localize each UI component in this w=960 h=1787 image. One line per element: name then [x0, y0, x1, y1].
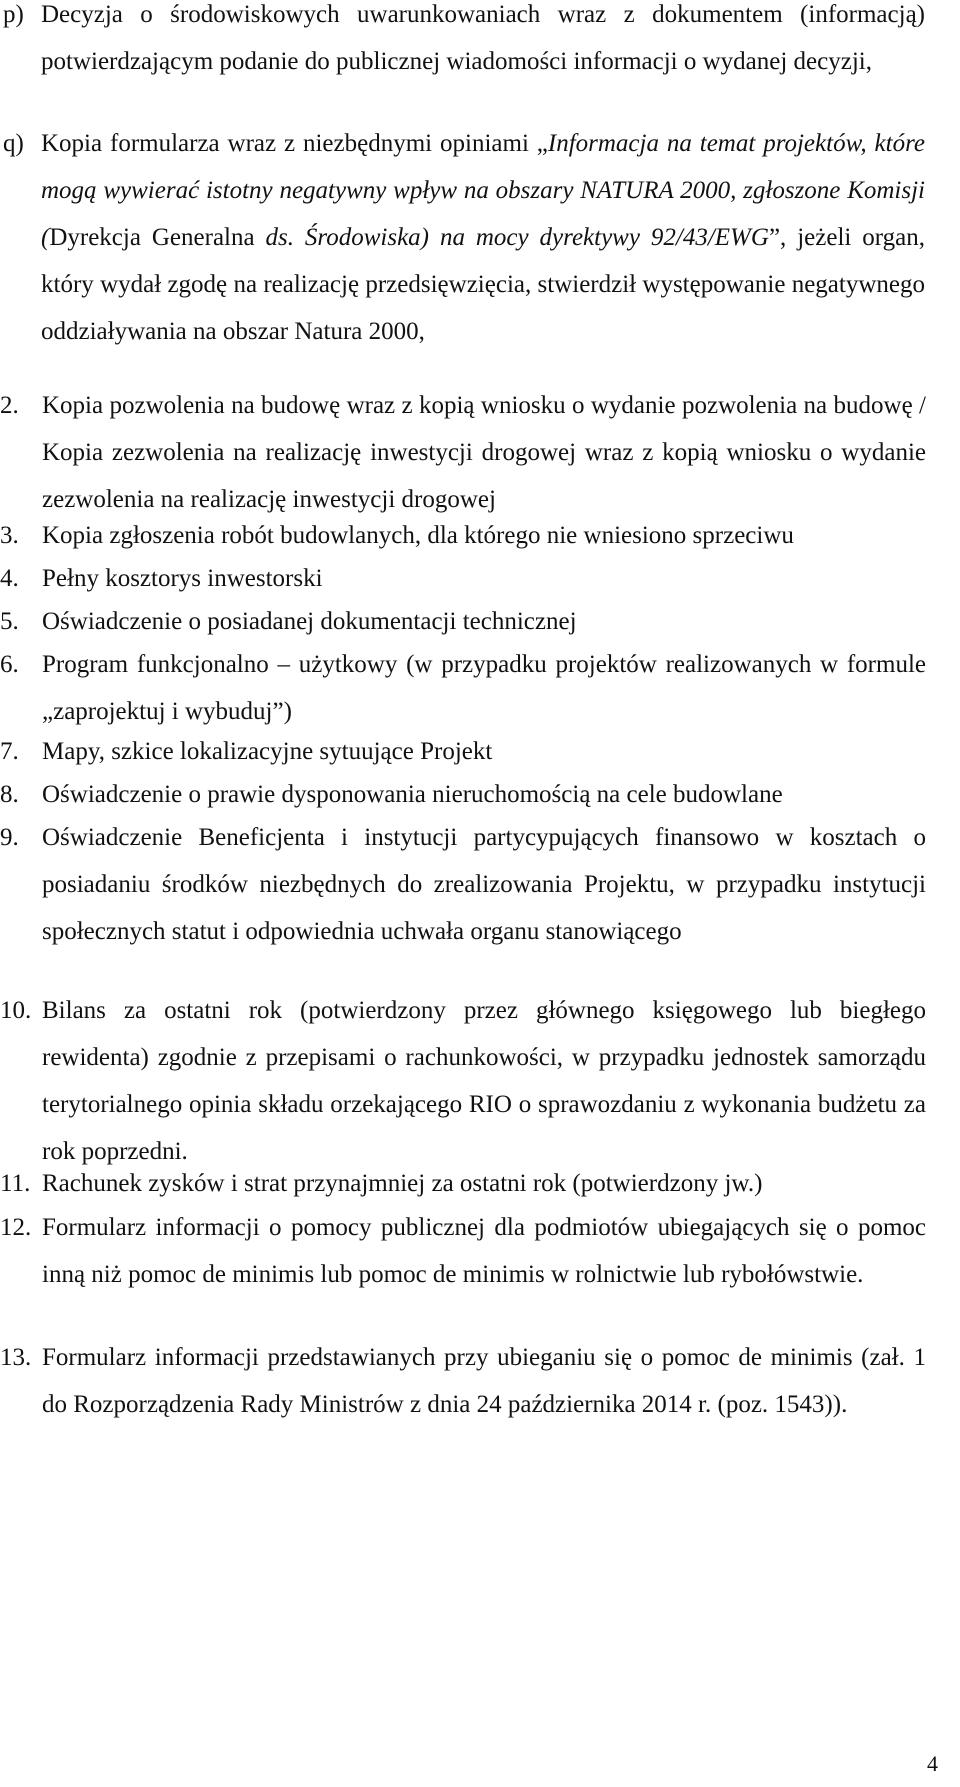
list-marker: 5. — [0, 608, 19, 635]
list-item-text: Decyzja o środowiskowych uwarunkowaniach wraz z dokumentem (informacją) potwierdzającym podanie do publicznej wiadomości informacji o wydanej decyzji, — [41, 1, 925, 75]
list-item-text: Bilans za ostatni rok (potwierdzony przez głównego księgowego lub biegłego rewidenta) zgodnie z przepisami o rachunkowości, w przypadku jednostek samorządu terytorialnego opinia składu orzekającego RIO o sprawozdaniu z wykonania budżetu za rok poprzedni. — [42, 997, 926, 1165]
list-marker: 4. — [0, 565, 19, 592]
list-marker: 9. — [0, 824, 19, 851]
list-marker: p) — [3, 1, 24, 28]
list-marker: 12. — [0, 1214, 32, 1241]
list-marker: 6. — [0, 651, 19, 678]
list-marker: 11. — [0, 1170, 31, 1197]
list-item-text: Oświadczenie o prawie dysponowania nieruchomością na cele budowlane — [42, 781, 783, 808]
list-marker: 8. — [0, 781, 19, 808]
list-marker: 10. — [0, 997, 32, 1024]
list-item-text: Formularz informacji o pomocy publicznej dla podmiotów ubiegających się o pomoc inną niż pomoc de minimis lub pomoc de minimis w rolnictwie lub rybołówstwie. — [42, 1214, 926, 1288]
list-item-text — [41, 120, 925, 355]
normal-text: Dyrekcja Generalna — [49, 224, 255, 251]
list-item-text: Program funkcjonalno – użytkowy (w przypadku projektów realizowanych w formule „zaprojektuj i wybuduj”) — [42, 651, 926, 725]
list-marker: 7. — [0, 738, 19, 765]
list-marker: 2. — [0, 392, 19, 419]
list-item-text: Mapy, szkice lokalizacyjne sytuujące Projekt — [42, 738, 493, 765]
list-item-text: Pełny kosztorys inwestorski — [42, 565, 323, 592]
list-item-text: Kopia zgłoszenia robót budowlanych, dla którego nie wniesiono sprzeciwu — [42, 522, 794, 549]
list-item-text: Kopia pozwolenia na budowę wraz z kopią wniosku o wydanie pozwolenia na budowę / Kopia zezwolenia na realizację inwestycji drogowej wraz z kopią wniosku o wydanie zezwolenia na realizację inwestycji drogowej — [42, 392, 926, 513]
italic-text: Informacja na temat projektów, które mogą wywierać istotny negatywny wpływ na obszary NATURA 2000, zgłoszone Komisji ( — [41, 130, 925, 251]
list-item-text: Oświadczenie Beneficjenta i instytucji partycypujących finansowo w kosztach o posiadaniu środków niezbędnych do zrealizowania Projektu, w przypadku instytucji społecznych statut i odpowiednia uchwała organu stanowiącego — [42, 824, 926, 945]
text-start: Kopia formularza wraz z niezbędnymi opiniami „ — [41, 130, 548, 157]
list-marker: q) — [3, 130, 24, 157]
italic-text: ds. Środowiska) na mocy dyrektywy 92/43/EWG — [254, 224, 769, 251]
list-item-text: Rachunek zysków i strat przynajmniej za ostatni rok (potwierdzony jw.) — [42, 1170, 763, 1197]
list-item-text: Oświadczenie o posiadanej dokumentacji technicznej — [42, 608, 577, 635]
list-marker: 3. — [0, 522, 19, 549]
list-marker: 13. — [0, 1344, 32, 1371]
page-number: 4 — [927, 1751, 938, 1776]
list-item-text: Formularz informacji przedstawianych przy ubieganiu się o pomoc de minimis (zał. 1 do Rozporządzenia Rady Ministrów z dnia 24 października 2014 r. (poz. 1543)). — [42, 1344, 926, 1418]
text-end: ”, jeżeli organ, który wydał zgodę na realizację przedsięwzięcia, stwierdził występowanie negatywnego oddziaływania na obszar Natura 2000, — [41, 224, 925, 345]
